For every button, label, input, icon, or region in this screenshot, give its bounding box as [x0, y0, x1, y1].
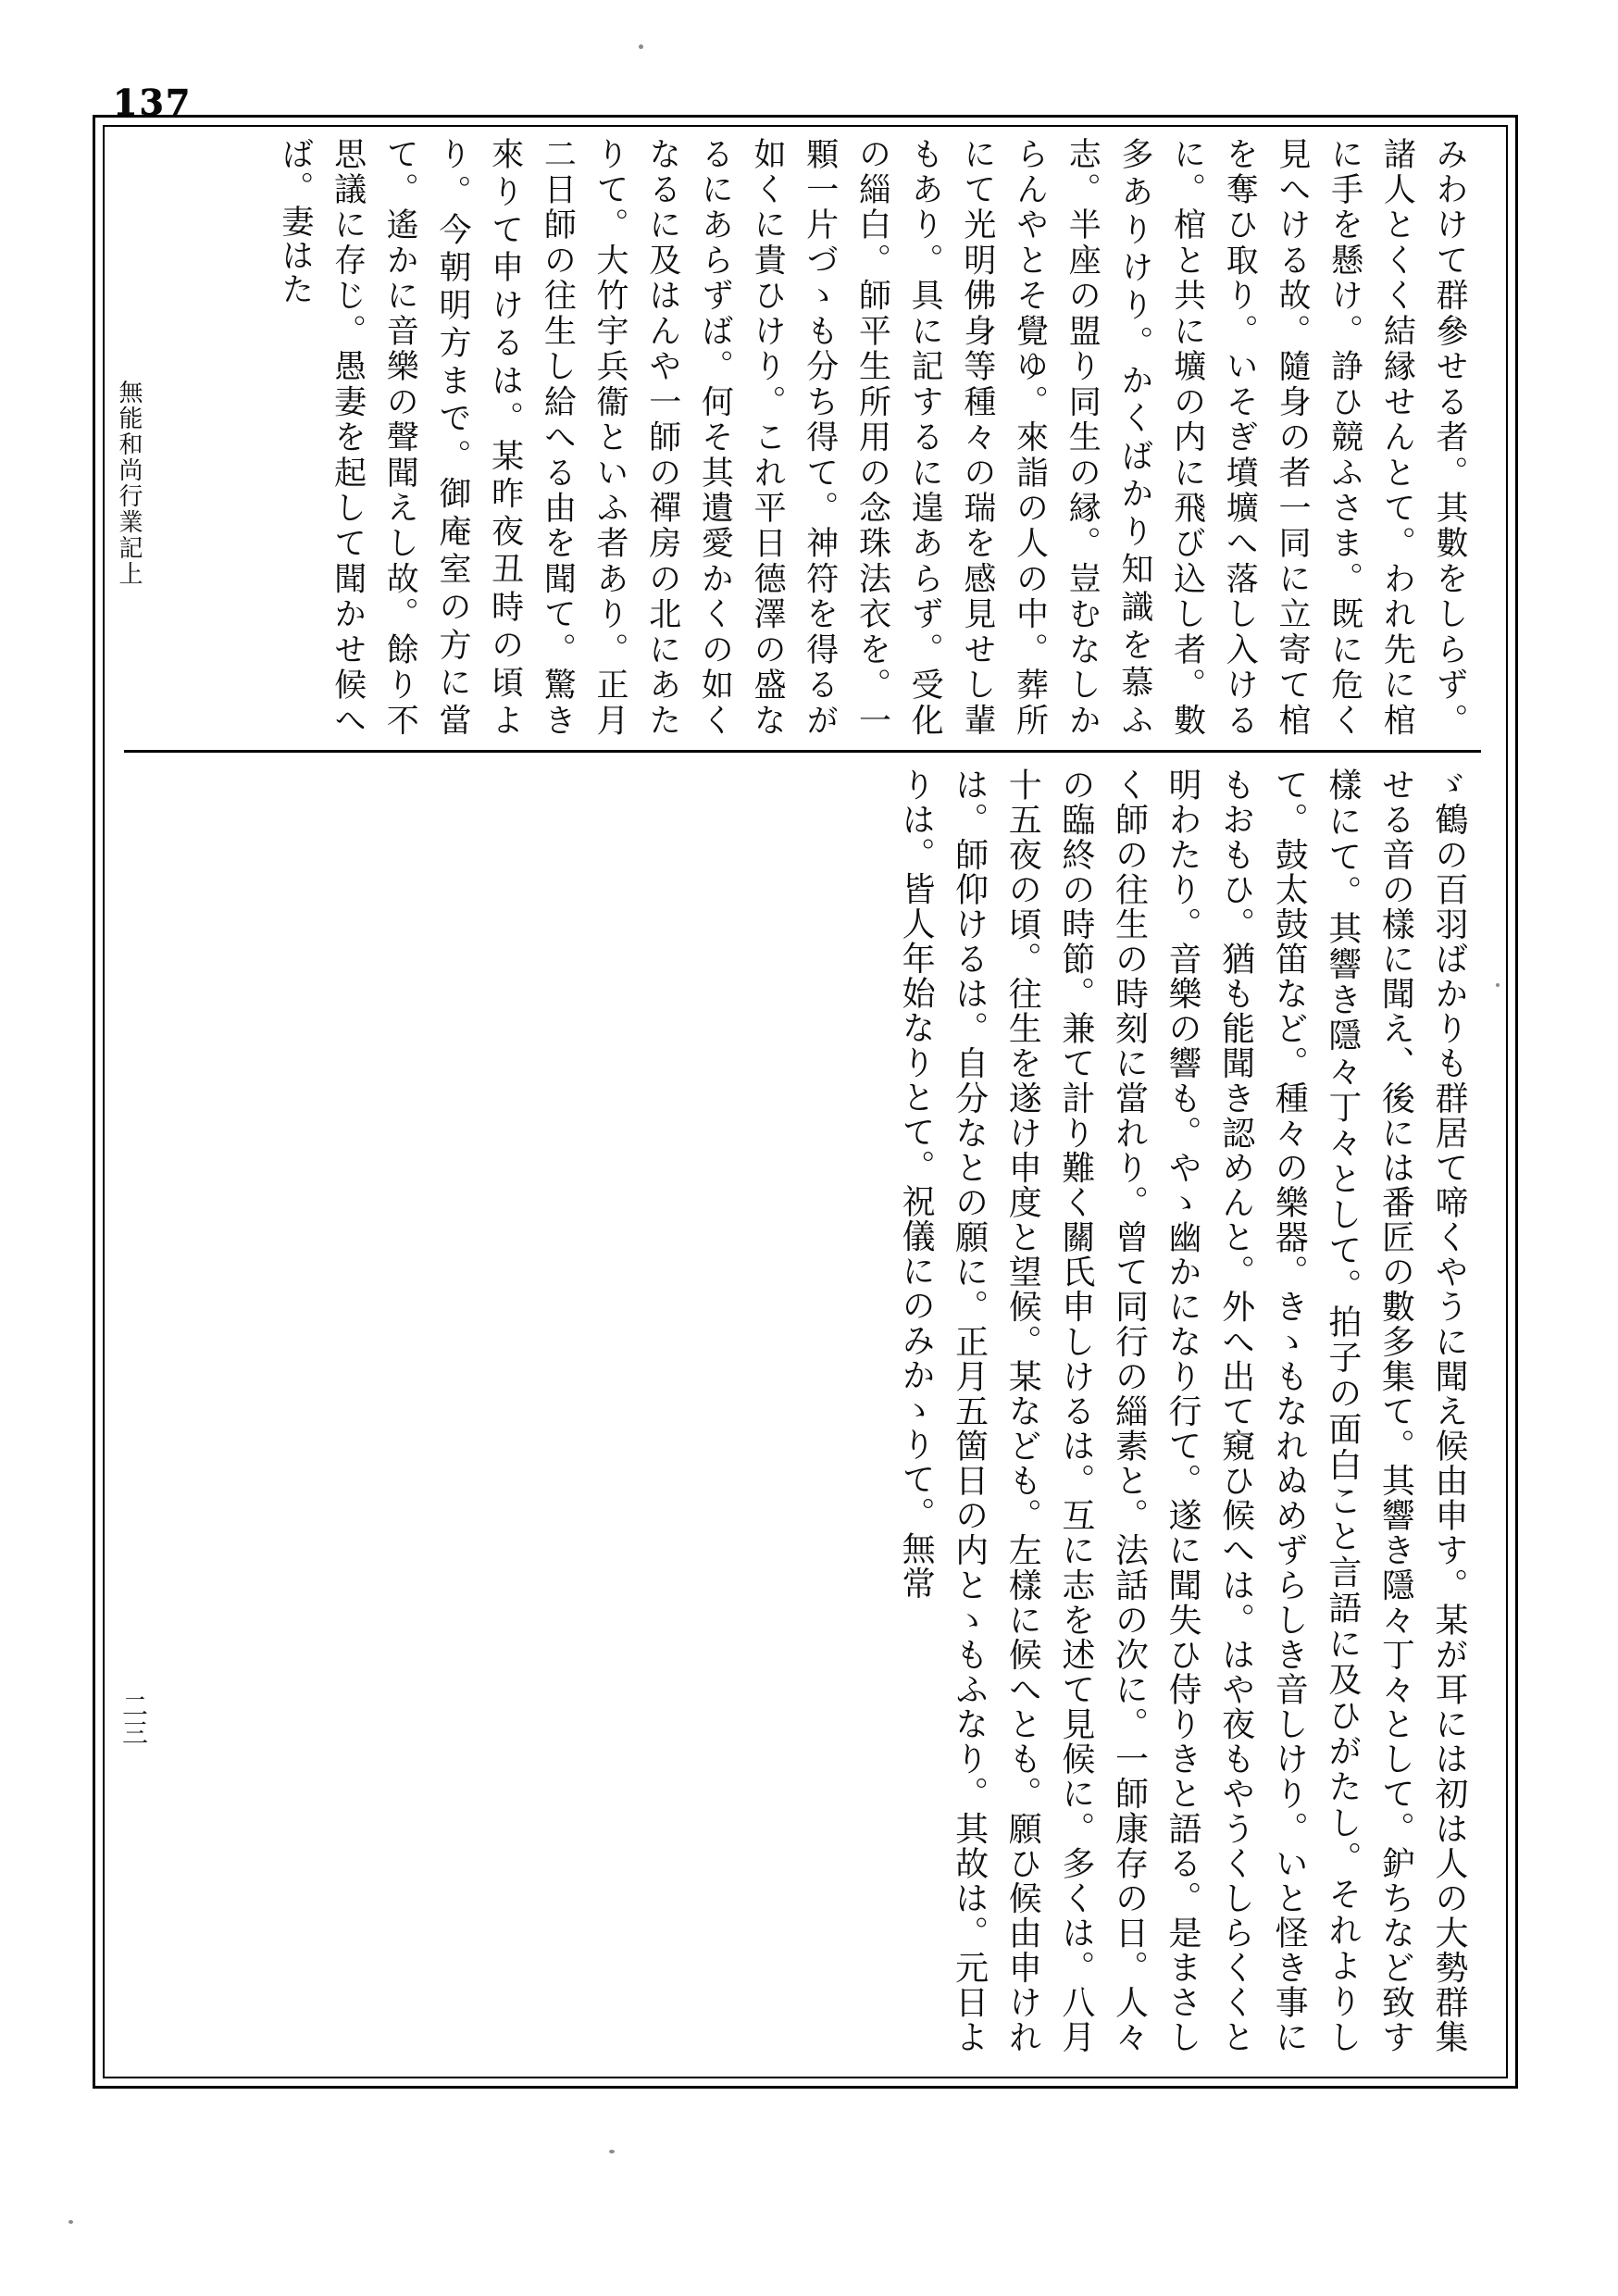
page-number: 137 — [113, 81, 193, 123]
text-area — [109, 130, 1501, 2074]
scan-speck — [1496, 983, 1500, 987]
section-divider-rule — [124, 750, 1481, 753]
text-block-lower: ゞ鶴の百羽ばかりも群居て啼くやうに聞え候由申す。某が耳には初は人の大勢群集せる音の樣に聞え、後には番匠の數多集て。其響き隱々丁々として。鈩ちなど致す樣にて。其響き隱々丁々として。拍子の面白こと言語に及ひがたし。それよりして。鼓太鼓笛など。種々の樂器。きゝもなれぬめずらしき音しけり。いと怪き事にもおもひ。猶も能聞き認めんと。外へ出て窺ひ候へは。はや夜もやうくしらくくと明わたり。音樂の響も。やゝ幽かになり行て。遂に聞失ひ侍りきと語る。是まさしく師の往生の時刻に當れり。曾て同行の緇素と。法話の次に。一師康存の日。人々の臨終の時節。兼て計り難く關氏申しけるは。互に志を述て見候に。多くは。八月十五夜の頃。往生を遂け申度と望候。某なども。左樣に候へとも。願ひ候由申けれは。師仰けるは。自分なとの願に。正月五箇日の内とゝもふなり。其故は。元日よりは。皆人年始なりとて。祝儀にのみかゝりて。無常 — [897, 767, 1468, 2054]
scan-speck — [68, 2220, 73, 2224]
running-header: 無能和尚行業記上 — [115, 380, 143, 587]
scan-speck — [639, 44, 643, 49]
scan-speck — [609, 2150, 615, 2153]
folio-number: 二三 — [118, 1692, 149, 1746]
text-block-upper: みわけて群參せる者。其數をしらず。諸人とくく結縁せんとて。われ先に棺に手を懸け。諍ひ競ふさま。既に危く見へける故。隨身の者一同に立寄て棺を奪ひ取り。いそぎ墳壙へ落し入けるに。棺と共に壙の内に飛び込し者。數多ありけり。かくばかり知識を慕ふ志。半座の盟り同生の縁。豈むなしからんやとそ覺ゆ。來詣の人の中。葬所にて光明佛身等種々の瑞を感見せし輩もあり。具に記するに遑あらず。受化の緇白。師平生所用の念珠法衣を。一顆一片づゝも分ち得て。神符を得るが如くに貴ひけり。これ平日德澤の盛なるにあらずば。何そ其遺愛かくの如くなるに及はんや一師の禪房の北にあたりて。大竹宇兵衞といふ者あり。正月二日師の往生し給へる由を聞て。驚き來りて申けるは。某昨夜丑時の頃より。今朝明方まで。御庵室の方に當て。遙かに音樂の聲聞えし故。餘り不思議に存じ。愚妻を起して聞かせ候へば。妻はた — [276, 137, 1468, 737]
